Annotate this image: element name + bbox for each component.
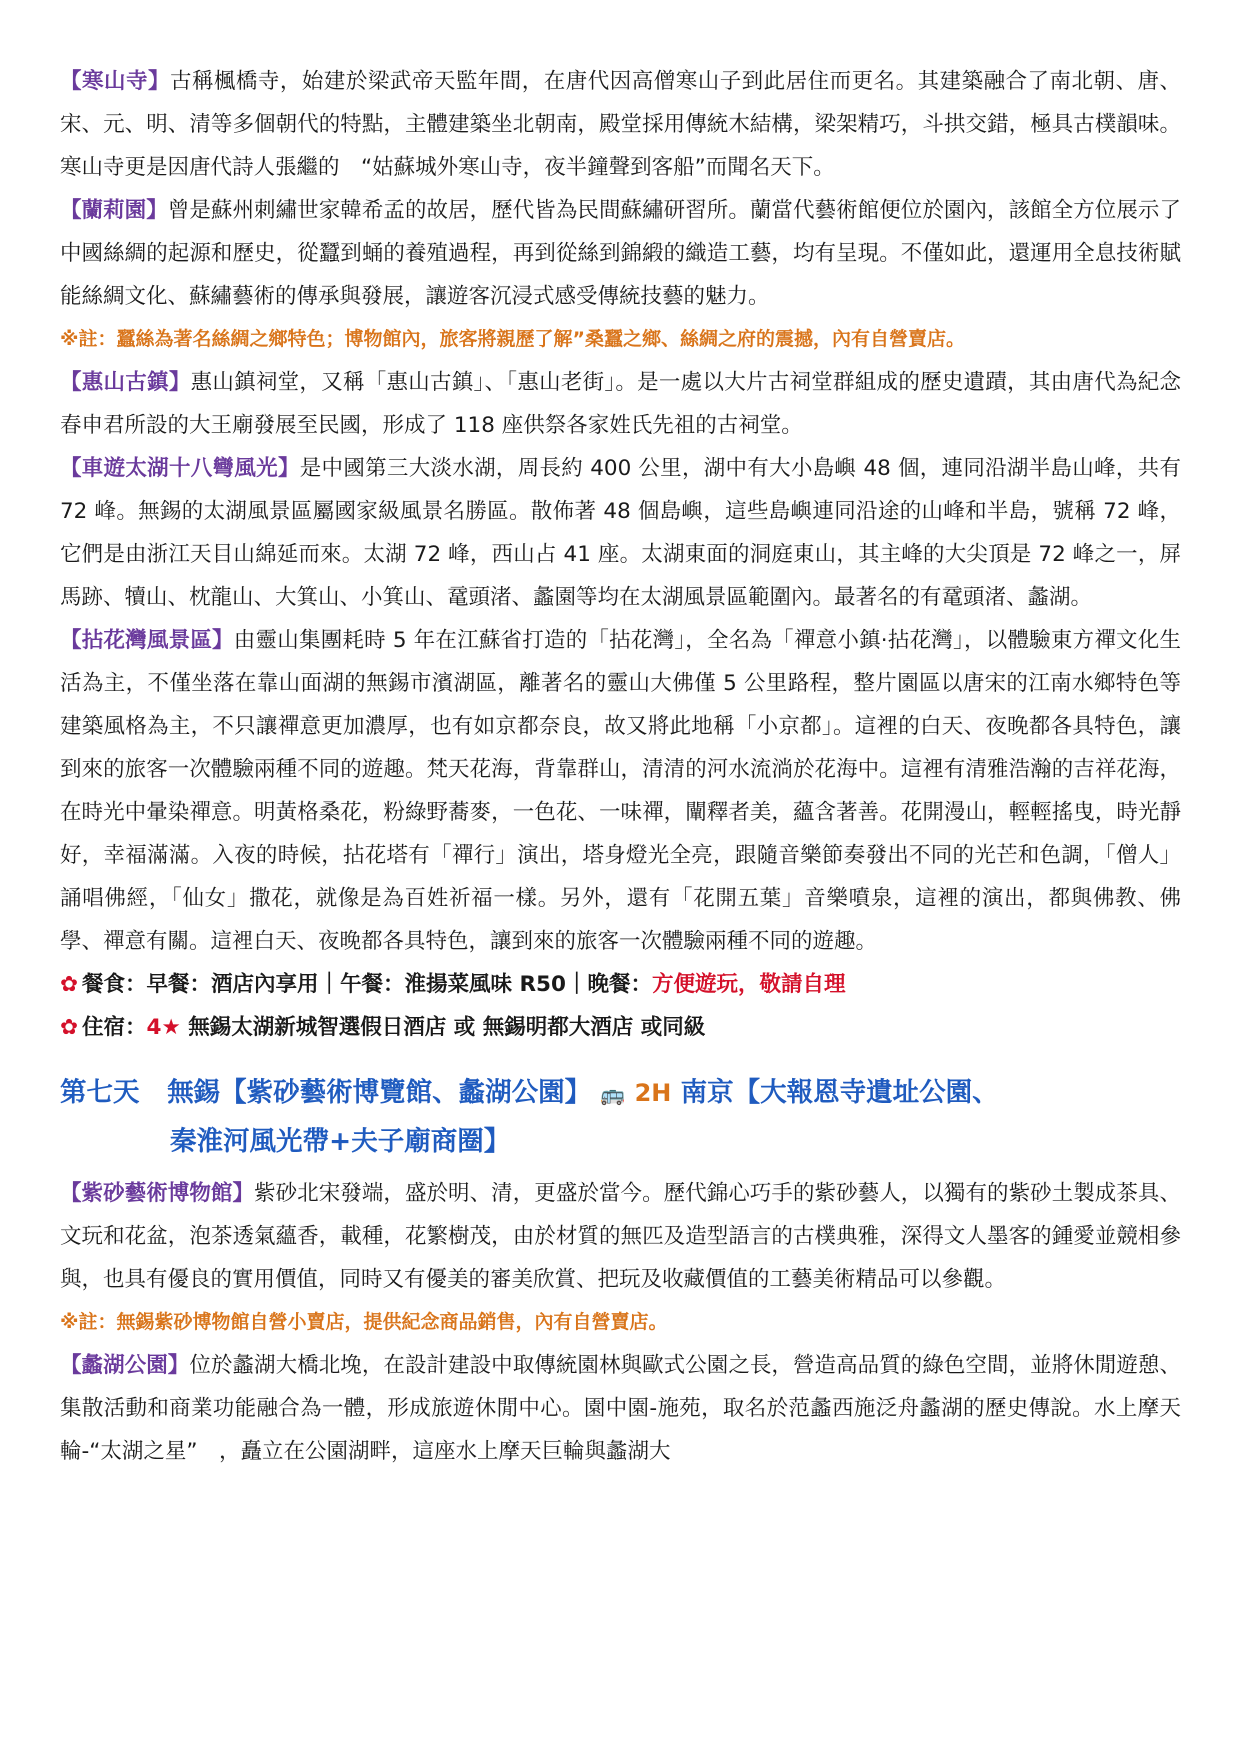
- paragraph-zisha-museum: [60, 1172, 1181, 1301]
- hotel-line: [60, 1006, 1181, 1049]
- day-route-line2: 秦淮河風光帶+夫子廟商圈】: [170, 1125, 511, 1157]
- meals-line: [60, 963, 1181, 1006]
- transit-time: 2H: [634, 1079, 672, 1107]
- section-tag: 【寒山寺】: [60, 69, 170, 94]
- section-tag: 【拈花灣風景區】: [60, 628, 234, 653]
- note-zisha-shop: ※註：無錫紫砂博物館自營小賣店，提供紀念商品銷售，內有自營賣店。: [60, 1310, 668, 1333]
- paragraph-nianhua-bay: [60, 619, 1181, 963]
- paragraph-text: 紫砂北宋發端，盛於明、清，更盛於當今。歷代錦心巧手的紫砂藝人，以獨有的紫砂土製成茶具、文玩和花盆，泡茶透氣蘊香，載種，花繁樹茂，由於材質的無匹及造型語言的古樸典雅，深得文人墨客的鍾愛並競相參與，也具有優良的實用價值，同時又有優美的審美欣賞、把玩及收藏價值的工藝美術精品可以參觀。: [60, 1180, 1181, 1292]
- paragraph-taihu-lake: [60, 447, 1181, 619]
- paragraph-text: 曾是蘇州刺繡世家韓希孟的故居，歷代皆為民間蘇繡研習所。蘭當代藝術館便位於園內，該館全方位展示了中國絲綢的起源和歷史，從蠶到蛹的養殖過程，再到從絲到錦緞的織造工藝，均有呈現。不僅如此，還運用全息技術賦能絲綢文化、蘇繡藝術的傳承與發展，讓遊客沉浸式感受傳統技藝的魅力。: [60, 198, 1181, 309]
- day-seven-heading: [60, 1069, 1181, 1166]
- day-route-part2: 南京【大報恩寺遺址公園、: [680, 1077, 999, 1108]
- bus-icon: 🚌: [600, 1081, 626, 1106]
- meals-highlight: 方便遊玩，敬請自理: [651, 972, 846, 997]
- paragraph-hanshan-temple: [60, 60, 1181, 189]
- paragraph-lanli-garden: [60, 189, 1181, 318]
- section-tag: 【惠山古鎮】: [60, 370, 191, 395]
- flower-icon: ✿: [60, 1015, 79, 1040]
- paragraph-text: 惠山鎮祠堂，又稱「惠山古鎮」、「惠山老街」。是一處以大片古祠堂群組成的歷史遺蹟，其由唐代為紀念春申君所設的大王廟發展至民國，形成了 118 座供祭各家姓氏先祖的古祠堂。: [60, 370, 1181, 438]
- meals-text: 餐食：早餐：酒店內享用｜午餐：淮揚菜風味 R50｜晚餐：: [82, 972, 652, 997]
- hotel-stars: 4★: [146, 1015, 181, 1040]
- paragraph-text: 由靈山集團耗時 5 年在江蘇省打造的「拈花灣」，全名為「禪意小鎮·拈花灣」，以體驗東方禪文化生活為主，不僅坐落在靠山面湖的無錫市濱湖區，離著名的靈山大佛僅 5 公里路程，整片園區以唐宋的江南水鄉特色等建築風格為主，不只讓禪意更加濃厚，也有如京都奈良，故又將此地稱「小京都」。這裡的白天、夜晚都各具特色，讓到來的旅客一次體驗兩種不同的遊趣。梵天花海，背靠群山，清清的河水流淌於花海中。這裡有清雅浩瀚的吉祥花海，在時光中暈染禪意。明黃格桑花，粉綠野蕎麥，一色花、一味禪，闡釋者美，蘊含著善。花開漫山，輕輕搖曳，時光靜好，幸福滿滿。入夜的時候，拈花塔有「禪行」演出，塔身燈光全亮，跟隨音樂節奏發出不同的光芒和色調，「僧人」誦唱佛經，「仙女」撒花，就像是為百姓祈福一樣。另外，還有「花開五葉」音樂噴泉，這裡的演出，都與佛教、佛學、禪意有關。這裡白天、夜晚都各具特色，讓到來的旅客一次體驗兩種不同的遊趣。: [60, 628, 1181, 954]
- day-label: 第七天: [60, 1077, 140, 1108]
- paragraph-text: 位於蠡湖大橋北堍，在設計建設中取傳統園林與歐式公園之長，營造高品質的綠色空間，並將休閒遊憩、集散活動和商業功能融合為一體，形成旅遊休閒中心。園中園-施苑，取名於范蠡西施泛舟蠡湖的歷史傳說。水上摩天輪-“太湖之星” ，矗立在公園湖畔，這座水上摩天巨輪與蠡湖大: [60, 1352, 1181, 1464]
- paragraph-huishan-town: [60, 361, 1181, 447]
- section-tag: 【車遊太湖十八彎風光】: [60, 456, 300, 481]
- paragraph-lihu-park: [60, 1344, 1181, 1473]
- hotel-text: 無錫太湖新城智選假日酒店 或 無錫明都大酒店 或同級: [180, 1015, 706, 1040]
- paragraph-text: 是中國第三大淡水湖，周長約 400 公里，湖中有大小島嶼 48 個，連同沿湖半島山峰，共有 72 峰。無錫的太湖風景區屬國家級風景名勝區。散佈著 48 個島嶼，這些島嶼連同沿途的山峰和半島，號稱 72 峰，它們是由浙江天目山綿延而來。太湖 72 峰，西山占 41 座。太湖東面的洞庭東山，其主峰的大尖頂是 72 峰之一，屏馬跡、犢山、枕龍山、大箕山、小箕山、鼋頭渚、蠡園等均在太湖風景區範圍內。最著名的有鼋頭渚、蠡湖。: [60, 456, 1181, 610]
- note-silk: ※註：蠶絲為著名絲綢之鄉特色；博物館內，旅客將親歷了解”桑蠶之鄉、絲綢之府的震撼，內有自營賣店。: [60, 328, 965, 350]
- section-tag: 【紫砂藝術博物館】: [60, 1180, 255, 1206]
- flower-icon: ✿: [60, 972, 79, 997]
- paragraph-text: 古稱楓橋寺，始建於梁武帝天監年間，在唐代因高僧寒山子到此居住而更名。其建築融合了南北朝、唐、宋、元、明、清等多個朝代的特點，主體建築坐北朝南，殿堂採用傳統木結構，梁架精巧，斗拱交錯，極具古樸韻味。寒山寺更是因唐代詩人張繼的 “姑蘇城外寒山寺，夜半鐘聲到客船”而聞名天下。: [60, 69, 1181, 180]
- day-route-part1: 無錫【紫砂藝術博覽館、蠡湖公園】: [167, 1077, 592, 1108]
- section-tag: 【蘭莉園】: [60, 198, 168, 223]
- hotel-label: 住宿：: [82, 1015, 147, 1040]
- section-tag: 【蠡湖公園】: [60, 1352, 190, 1378]
